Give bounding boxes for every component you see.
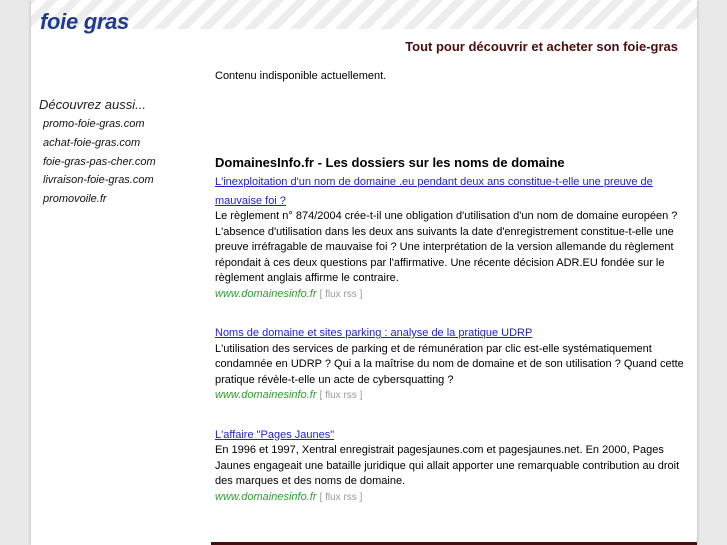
article-link[interactable]: L'inexploitation d'un nom de domaine .eu pendant deux ans constitue-t-elle une preuve de mauvaise foi ? [215, 176, 653, 207]
sidebar-links [39, 118, 189, 205]
header-stripes [31, 0, 697, 29]
article-source-link[interactable]: www.domainesinfo.fr [215, 389, 317, 401]
sidebar-item [43, 137, 189, 149]
sidebar-link-promovoile[interactable]: promovoile.fr [43, 193, 107, 206]
status-message: Contenu indisponible actuellement. [215, 70, 387, 82]
article-body: En 1996 et 1997, Xentral enregistrait pagesjaunes.com et pagesjaunes.net. En 2000, Pages Jaunes engageait une bataille juridique qui allait apporter une remarquable contribution au droit des marques et des noms de domaine. [215, 444, 680, 487]
sidebar-item [43, 174, 189, 186]
rss-link[interactable]: [ flux rss ] [319, 288, 363, 300]
article-link[interactable]: Noms de domaine et sites parking : analyse de la pratique UDRP [215, 327, 533, 339]
sidebar-link-promo[interactable]: promo-foie-gras.com [43, 118, 145, 130]
rss-link[interactable]: [ flux rss ] [319, 491, 363, 503]
news-article [215, 323, 693, 404]
article-source [215, 388, 693, 404]
article-body: Le règlement n° 874/2004 crée-t-il une obligation d'utilisation d'un nom de domaine européen ? L'absence d'utilisation dans les deux ans suivants la date d'enregistrement constitue-t-elle une preuve irréfragable de mauvaise foi ? Une interprétation de la version allemande du règlement répondait à ces deux questions par l'affirmative. Une récente décision ADR.EU fondée sur le règlement anglais affirme le contraire. [215, 210, 678, 284]
article-body: L'utilisation des services de parking et de rémunération par clic est-elle systématiquement condamnée en UDRP ? Qui a la maîtrise du nom de domaine et de son utilisation ? Quand cette pratique révèle-t-elle un acte de cybersquatting ? [215, 342, 684, 386]
sidebar [39, 97, 189, 212]
site-tagline: Tout pour découvrir et acheter son foie-gras [405, 39, 678, 54]
sidebar-link-pas-cher[interactable]: foie-gras-pas-cher.com [43, 155, 156, 168]
sidebar-link-livraison[interactable]: livraison-foie-gras.com [43, 174, 154, 187]
site-logo[interactable]: foie gras [40, 9, 129, 34]
page-frame [31, 0, 697, 545]
article-link[interactable]: L'affaire "Pages Jaunes" [215, 428, 335, 441]
sidebar-title: Découvrez aussi... [39, 97, 146, 112]
article-source-link[interactable]: www.domainesinfo.fr [215, 490, 317, 503]
sidebar-link-achat[interactable]: achat-foie-gras.com [43, 136, 141, 149]
news-article [215, 172, 693, 302]
rss-link[interactable]: [ flux rss ] [319, 390, 363, 401]
sidebar-item [43, 118, 189, 130]
sidebar-item [43, 156, 189, 168]
news-section [215, 155, 693, 526]
news-title: DomainesInfo.fr - Les dossiers sur les noms de domaine [215, 155, 565, 170]
article-source-link[interactable]: www.domainesinfo.fr [215, 287, 317, 300]
article-source [215, 490, 693, 506]
news-article [215, 425, 693, 506]
sidebar-item [43, 193, 189, 205]
article-source [215, 287, 693, 303]
